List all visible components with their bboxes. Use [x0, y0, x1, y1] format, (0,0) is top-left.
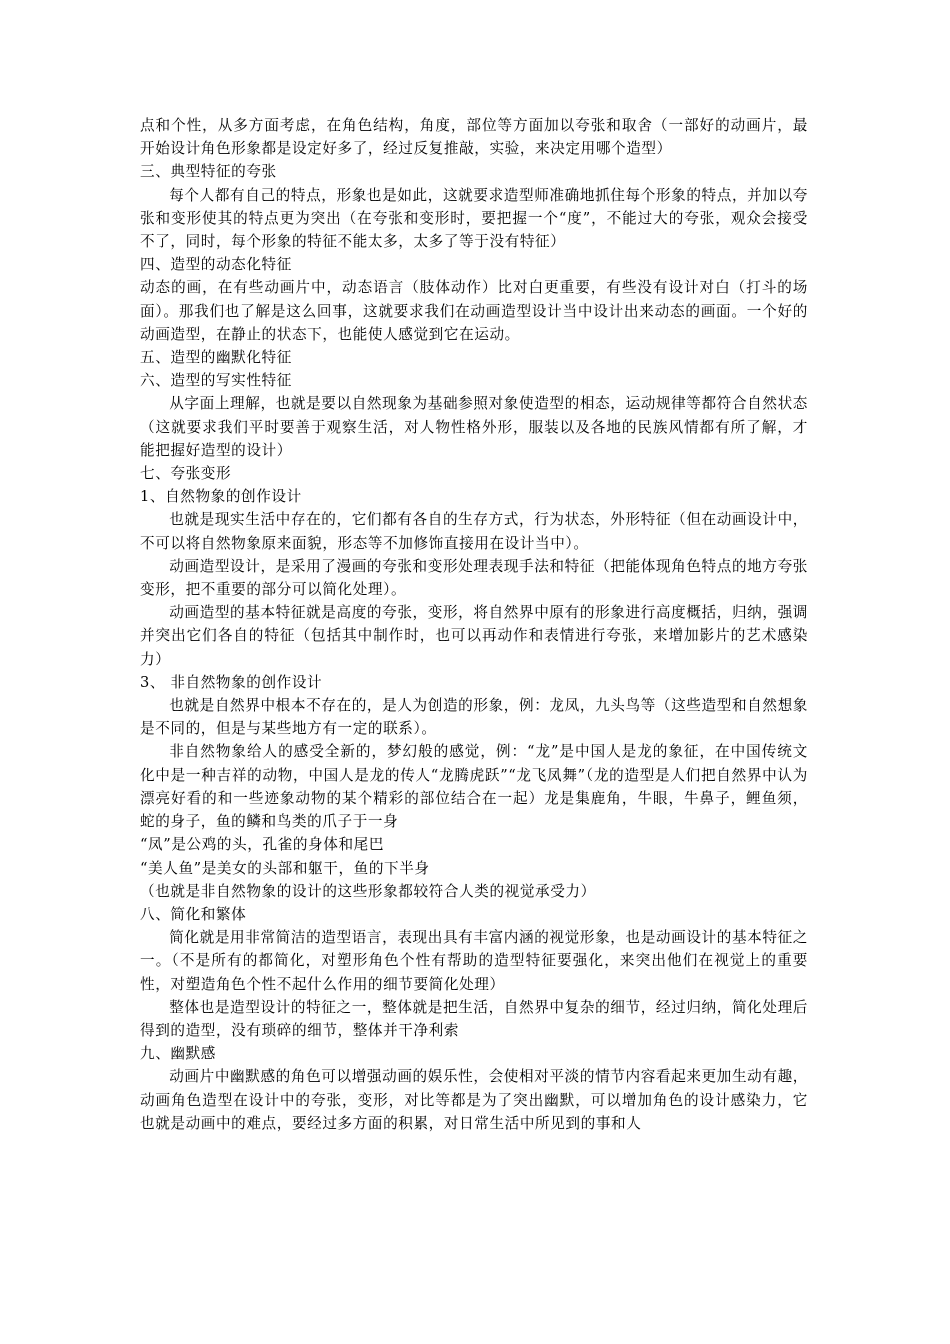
section-heading: 四、造型的动态化特征 [140, 256, 292, 274]
paragraph: 动态的画，在有些动画片中，动态语言（肢体动作）比对白更重要，有些没有设计对白（打斗的场面）。那我们也了解是这么回事，这就要求我们在动画造型设计当中设计出来动态的画面。一个好的动画造型，在静止的状态下，也能使人感觉到它在运动。 [140, 279, 808, 343]
section-heading: 六、造型的写实性特征 [140, 372, 292, 390]
subsection-heading: 1、自然物象的创作设计 [140, 488, 302, 506]
paragraph: “凤”是公鸡的头，孔雀的身体和尾巴 [140, 836, 385, 854]
document-body [140, 114, 808, 1135]
paragraph: 每个人都有自己的特点，形象也是如此，这就要求造型师准确地抓住每个形象的特点，并加以夸张和变形使其的特点更为突出（在夸张和变形时，要把握一个“度”，不能过大的夸张，观众会接受不了，同时，每个形象的特征不能太多，太多了等于没有特征） [140, 186, 808, 251]
section-heading: 五、造型的幽默化特征 [140, 349, 292, 367]
paragraph: 也就是现实生活中存在的，它们都有各自的生存方式，行为状态，外形特征（但在动画设计中，不可以将自然物象原来面貌，形态等不加修饰直接用在设计当中）。 [140, 511, 808, 552]
paragraph: 非自然物象给人的感受全新的，梦幻般的感觉，例：“龙”是中国人是龙的象征，在中国传统文化中是一种吉祥的动物，中国人是龙的传人“龙腾虎跃”“龙飞凤舞”（龙的造型是人们把自然界中认为漂亮好看的和一些迹象动物的某个精彩的部位结合在一起）龙是集鹿角，牛眼，牛鼻子，鲤鱼须，蛇的身子，鱼的鳞和鸟类的爪子于一身 [140, 743, 808, 831]
paragraph: 也就是自然界中根本不存在的，是人为创造的形象，例：龙凤，九头鸟等（这些造型和自然想象是不同的，但是与某些地方有一定的联系）。 [140, 697, 808, 738]
paragraph: 动画造型设计，是采用了漫画的夸张和变形处理表现手法和特征（把能体现角色特点的地方夸张变形，把不重要的部分可以简化处理）。 [140, 557, 808, 599]
section-heading: 三、典型特征的夸张 [140, 163, 277, 181]
paragraph: 从字面上理解，也就是要以自然现象为基础参照对象使造型的相态，运动规律等都符合自然状态（这就要求我们平时要善于观察生活，对人物性格外形，服装以及各地的民族风情都有所了解，才能把握好造型的设计） [140, 395, 808, 459]
section-heading: 九、幽默感 [140, 1045, 216, 1063]
section-heading: 八、简化和繁体 [140, 905, 247, 923]
paragraph: 动画片中幽默感的角色可以增强动画的娱乐性，会使相对平淡的情节内容看起来更加生动有趣，动画角色造型在设计中的夸张，变形，对比等都是为了突出幽默，可以增加角色的设计感染力，它也就是动画中的难点，要经过多方面的积累，对日常生活中所见到的事和人 [140, 1068, 808, 1132]
paragraph: 简化就是用非常简洁的造型语言，表现出具有丰富内涵的视觉形象，也是动画设计的基本特征之一。（不是所有的都简化，对塑形角色个性有帮助的造型特征要强化，来突出他们在视觉上的重要性，对塑造角色个性不起什么作用的细节要简化处理） [140, 929, 808, 993]
paragraph: “美人鱼”是美女的头部和躯干，鱼的下半身 [140, 859, 430, 877]
paragraph: 动画造型的基本特征就是高度的夸张，变形，将自然界中原有的形象进行高度概括，归纳，强调并突出它们各自的特征（包括其中制作时，也可以再动作和表情进行夸张，来增加影片的艺术感染力） [140, 604, 808, 668]
subsection-heading: 3、 非自然物象的创作设计 [140, 673, 323, 691]
paragraph: 整体也是造型设计的特征之一，整体就是把生活，自然界中复杂的细节，经过归纳，简化处理后得到的造型，没有琐碎的细节，整体并干净利索 [140, 998, 808, 1039]
section-heading: 七、夸张变形 [140, 465, 232, 483]
paragraph: 点和个性，从多方面考虑，在角色结构，角度，部位等方面加以夸张和取舍（一部好的动画片，最开始设计角色形象都是设定好多了，经过反复推敲，实验，来决定用哪个造型） [140, 117, 808, 158]
paragraph: （也就是非自然物象的设计的这些形象都较符合人类的视觉承受力） [140, 882, 596, 900]
